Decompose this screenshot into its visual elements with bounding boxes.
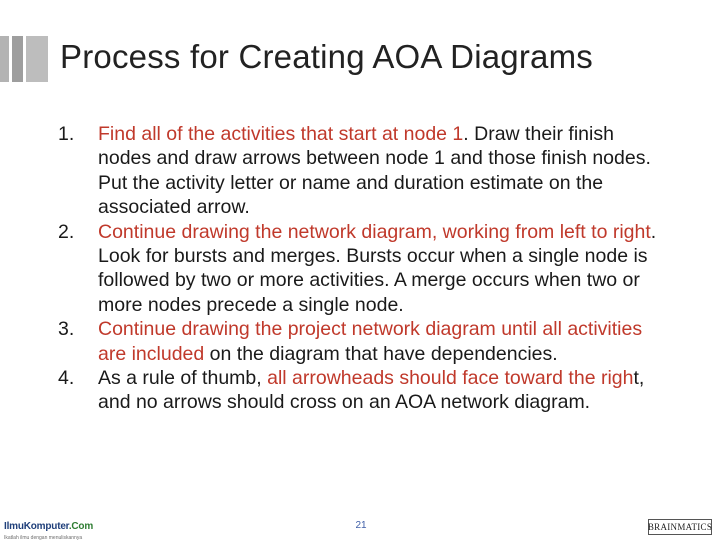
process-steps-list [58, 122, 668, 415]
step-text: . Look for bursts and merges. Bursts occur when a single node is followed by two or more activities. A merge occurs when two or more nodes precede a single node. [98, 220, 657, 316]
step-number: 4. [58, 367, 75, 390]
logo-wordmark [4, 521, 93, 532]
step-item-4 [58, 366, 668, 415]
title-decoration-bars [0, 36, 52, 82]
step-item-1 [58, 122, 668, 220]
step-highlight: Continue drawing the project network diagram until all activities are included [98, 318, 643, 365]
step-number: 3. [58, 318, 75, 341]
step-text: . Draw their finish nodes and draw arrows between node 1 and those finish nodes. Put the activity letter or name and duration estimate on the associated arrow. [98, 123, 651, 219]
step-number: 2. [58, 220, 75, 243]
step-highlight: Continue drawing the network diagram, working from left to right [98, 220, 651, 243]
slide-title: Process for Creating AOA Diagrams [60, 38, 593, 75]
step-highlight: all arrowheads should face toward the righ [267, 367, 634, 390]
step-item-3 [58, 317, 668, 366]
step-item-2 [58, 220, 668, 318]
step-text: on the diagram that have dependencies. [204, 342, 558, 365]
ilmukomputer-logo [4, 516, 94, 541]
logo-tagline: Ikatlah ilmu dengan menuliskannya [4, 535, 83, 541]
page-number: 21 [355, 520, 367, 531]
brainmatics-logo [648, 519, 712, 535]
step-prefix: As a rule of thumb, [98, 367, 268, 390]
title-bar-2 [12, 36, 23, 82]
logo-main-text: IlmuKomputer [4, 521, 69, 532]
title-bar-1 [0, 36, 9, 82]
brainmatics-logo-text: BRAINMATICS [647, 522, 713, 532]
step-highlight: Find all of the activities that start at node 1 [98, 123, 464, 145]
step-number: 1. [58, 123, 75, 145]
step-text: t, and no arrows should cross on an AOA network diagram. [98, 367, 645, 414]
title-bar-3 [26, 36, 48, 82]
logo-suffix-text: .Com [68, 521, 94, 532]
